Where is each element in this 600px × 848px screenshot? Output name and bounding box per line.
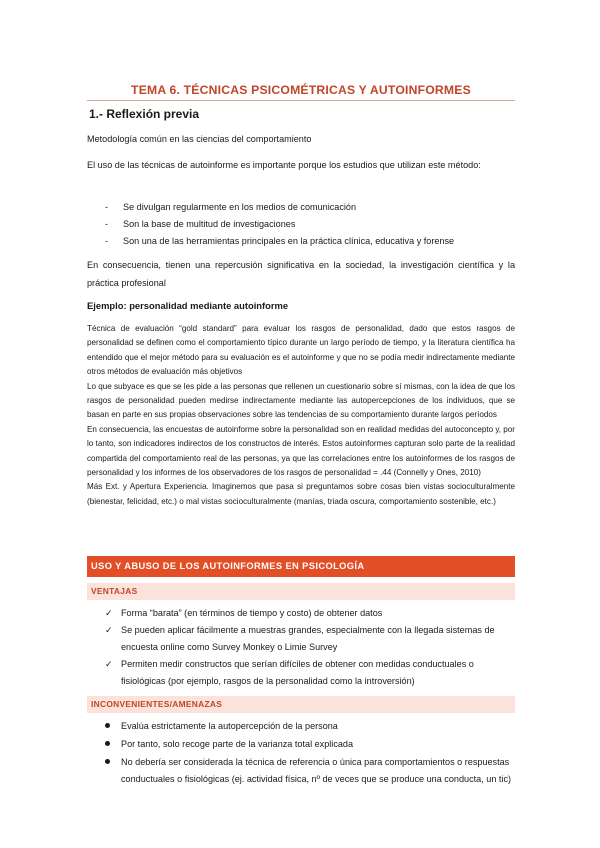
example-heading: Ejemplo: personalidad mediante autoinforme [87,300,289,311]
advantages-label: VENTAJAS [87,583,515,600]
bullet-icon [105,723,110,728]
drawbacks-label: INCONVENIENTES/AMENAZAS [87,696,515,713]
example-paragraph: Lo que subyace es que se les pide a las personas que rellenen un cuestionario sobre sí mismas, con la idea de que los rasgos de personalidad pueden medirse indirectamente mediante las autopercepciones de los individuos, que se basan en parte en sus propias observaciones sobre las tendencias de su comportamiento durante largos períodos [87,381,515,420]
bullet-icon [105,759,110,764]
example-paragraph: En consecuencia, las encuestas de autoinforme sobre la personalidad son en realidad medidas del autoconcepto y, por lo tanto, son indicadores indirectos de los constructos de interés. Estos autoinformes capturan solo parte de la realidad compartida del comportamiento real de las personas, ya que las correlaciones entre los autoinformes de los rasgos de personalidad y los informes de los observadores de los rasgos de personalidad = .44 (Connelly y Ones, 2010) [87,424,515,478]
drawback-item: Evalúa estrictamente la autopercepción de la persona [105,718,515,735]
drawback-item: Por tanto, solo recoge parte de la varianza total explicada [105,736,515,753]
list-item: - Son la base de multitud de investigaciones [105,219,296,229]
bullet-icon [105,741,110,746]
advantage-item: ✓ Permiten medir constructos que serían difíciles de obtener con medidas conductuales o fisiológicas (por ejemplo, rasgos de la personalidad como la introversión) [105,656,515,690]
checkmark-icon: ✓ [105,608,113,618]
document-title: TEMA 6. TÉCNICAS PSICOMÉTRICAS Y AUTOINFORMES [131,83,471,97]
drawback-item: No debería ser considerada la técnica de referencia o única para comportamientos o respuestas conductuales o fisiológicas (ej. actividad física, nº de veces que se produce una conducta, un tic) [105,754,515,788]
section-band-uso-abuso: USO Y ABUSO DE LOS AUTOINFORMES EN PSICOLOGÍA [87,556,515,577]
advantage-item: ✓ Se pueden aplicar fácilmente a muestras grandes, especialmente con la llegada sistemas de encuesta online como Survey Monkey o Limie Survey [105,622,515,656]
example-paragraph: Técnica de evaluación “gold standard” para evaluar los rasgos de personalidad, dado que estos rasgos de personalidad se definen como el comportamiento típico durante un largo período de tiempo, y la literatura científica ha entendido que el mejor método para su evaluación es el autoinforme y que no se podía medir indirectamente mediante otros métodos de evaluación más objetivos [87,324,515,377]
intro-paragraph: El uso de las técnicas de autoinforme es importante porque los estudios que utilizan este método: [87,160,481,170]
example-text-block [87,322,515,509]
section-heading-reflexion: 1.- Reflexión previa [89,107,200,121]
title-divider [87,100,515,101]
conclusion-paragraph: En consecuencia, tienen una repercusión significativa en la sociedad, la investigación científica y la práctica profesional [87,260,515,288]
checkmark-icon: ✓ [105,659,113,669]
section-subtitle: Metodología común en las ciencias del comportamiento [87,134,312,144]
advantage-item: ✓ Forma “barata” (en términos de tiempo y costo) de obtener datos [105,605,515,622]
checkmark-icon: ✓ [105,625,113,635]
list-item: - Son una de las herramientas principales en la práctica clínica, educativa y forense [105,236,455,246]
list-item: - Se divulgan regularmente en los medios de comunicación [105,202,357,212]
example-paragraph: Más Ext. y Apertura Experiencia. Imaginemos que pasa si preguntamos sobre cosas bien vistas socioculturalmente (bienestar, felicidad, etc.) o mal vistas socioculturalmente (manías, triada oscura, comportamiento sostenible, etc.) [87,482,515,506]
